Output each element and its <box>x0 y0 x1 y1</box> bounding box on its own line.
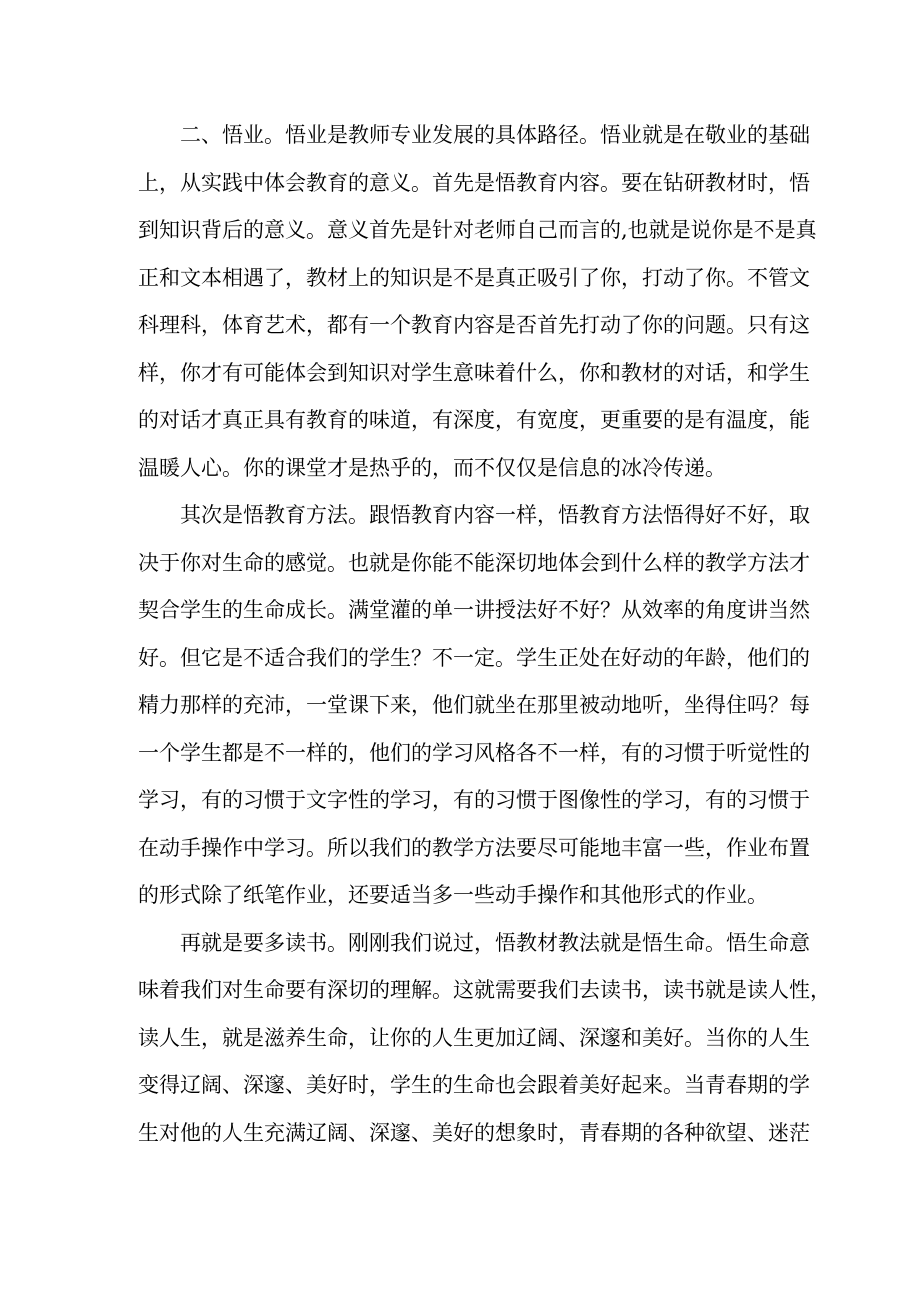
paragraph-line: 到知识背后的意义。意义首先是针对老师自己而言的,也就是说你是不是真 <box>138 218 817 242</box>
paragraph-line: 再就是要多读书。刚刚我们说过，悟教材教法就是悟生命。悟生命意 <box>180 930 810 955</box>
paragraph-line: 其次是悟教育方法。跟悟教育内容一样，悟教育方法悟得好不好，取 <box>180 503 810 527</box>
paragraph-line: 在动手操作中学习。所以我们的教学方法要尽可能地丰富一些，作业布置 <box>138 835 810 860</box>
paragraph-1 <box>138 112 817 492</box>
paragraph-line: 二、悟业。悟业是教师专业发展的具体路径。悟业就是在敬业的基础 <box>180 123 810 147</box>
paragraph-line: 科理科，体育艺术，都有一个教育内容是否首先打动了你的问题。只有这 <box>138 313 810 337</box>
paragraph-line: 决于你对生命的感觉。也就是你能不能深切地体会到什么样的教学方法才 <box>138 550 810 575</box>
paragraph-line: 的对话才真正具有教育的味道，有深度，有宽度，更重要的是有温度，能 <box>138 408 810 432</box>
paragraph-line: 变得辽阔、深邃、美好时，学生的生命也会跟着美好起来。当青春期的学 <box>138 1073 810 1097</box>
paragraph-line: 好。但它是不适合我们的学生？不一定。学生正处在好动的年龄，他们的 <box>138 645 810 670</box>
paragraph-line: 上，从实践中体会教育的意义。首先是悟教育内容。要在钻研教材时，悟 <box>138 170 810 195</box>
paragraph-3 <box>138 920 831 1158</box>
paragraph-line: 温暖人心。你的课堂才是热乎的，而不仅仅是信息的冰冷传递。 <box>138 455 726 480</box>
paragraph-line: 生对他的人生充满辽阔、深邃、美好的想象时，青春期的各种欲望、迷茫 <box>138 1120 810 1145</box>
paragraph-line: 学习，有的习惯于文字性的学习，有的习惯于图像性的学习，有的习惯于 <box>138 788 810 812</box>
paragraph-line: 正和文本相遇了，教材上的知识是不是真正吸引了你，打动了你。不管文 <box>138 265 810 290</box>
paragraph-line: 味着我们对生命要有深切的理解。这就需要我们去读书，读书就是读人性， <box>138 978 831 1002</box>
paragraph-line: 一个学生都是不一样的，他们的学习风格各不一样，有的习惯于听觉性的 <box>138 740 810 765</box>
paragraph-line: 样，你才有可能体会到知识对学生意味着什么，你和教材的对话，和学生 <box>138 360 810 385</box>
paragraph-line: 精力那样的充沛，一堂课下来，他们就坐在那里被动地听，坐得住吗？每 <box>138 693 810 717</box>
paragraph-line: 的形式除了纸笔作业，还要适当多一些动手操作和其他形式的作业。 <box>138 883 768 907</box>
paragraph-2 <box>138 492 810 920</box>
document-body <box>138 112 831 1157</box>
paragraph-line: 读人生，就是滋养生命，让你的人生更加辽阔、深邃和美好。当你的人生 <box>138 1025 810 1050</box>
paragraph-line: 契合学生的生命成长。满堂灌的单一讲授法好不好？从效率的角度讲当然 <box>138 598 810 622</box>
